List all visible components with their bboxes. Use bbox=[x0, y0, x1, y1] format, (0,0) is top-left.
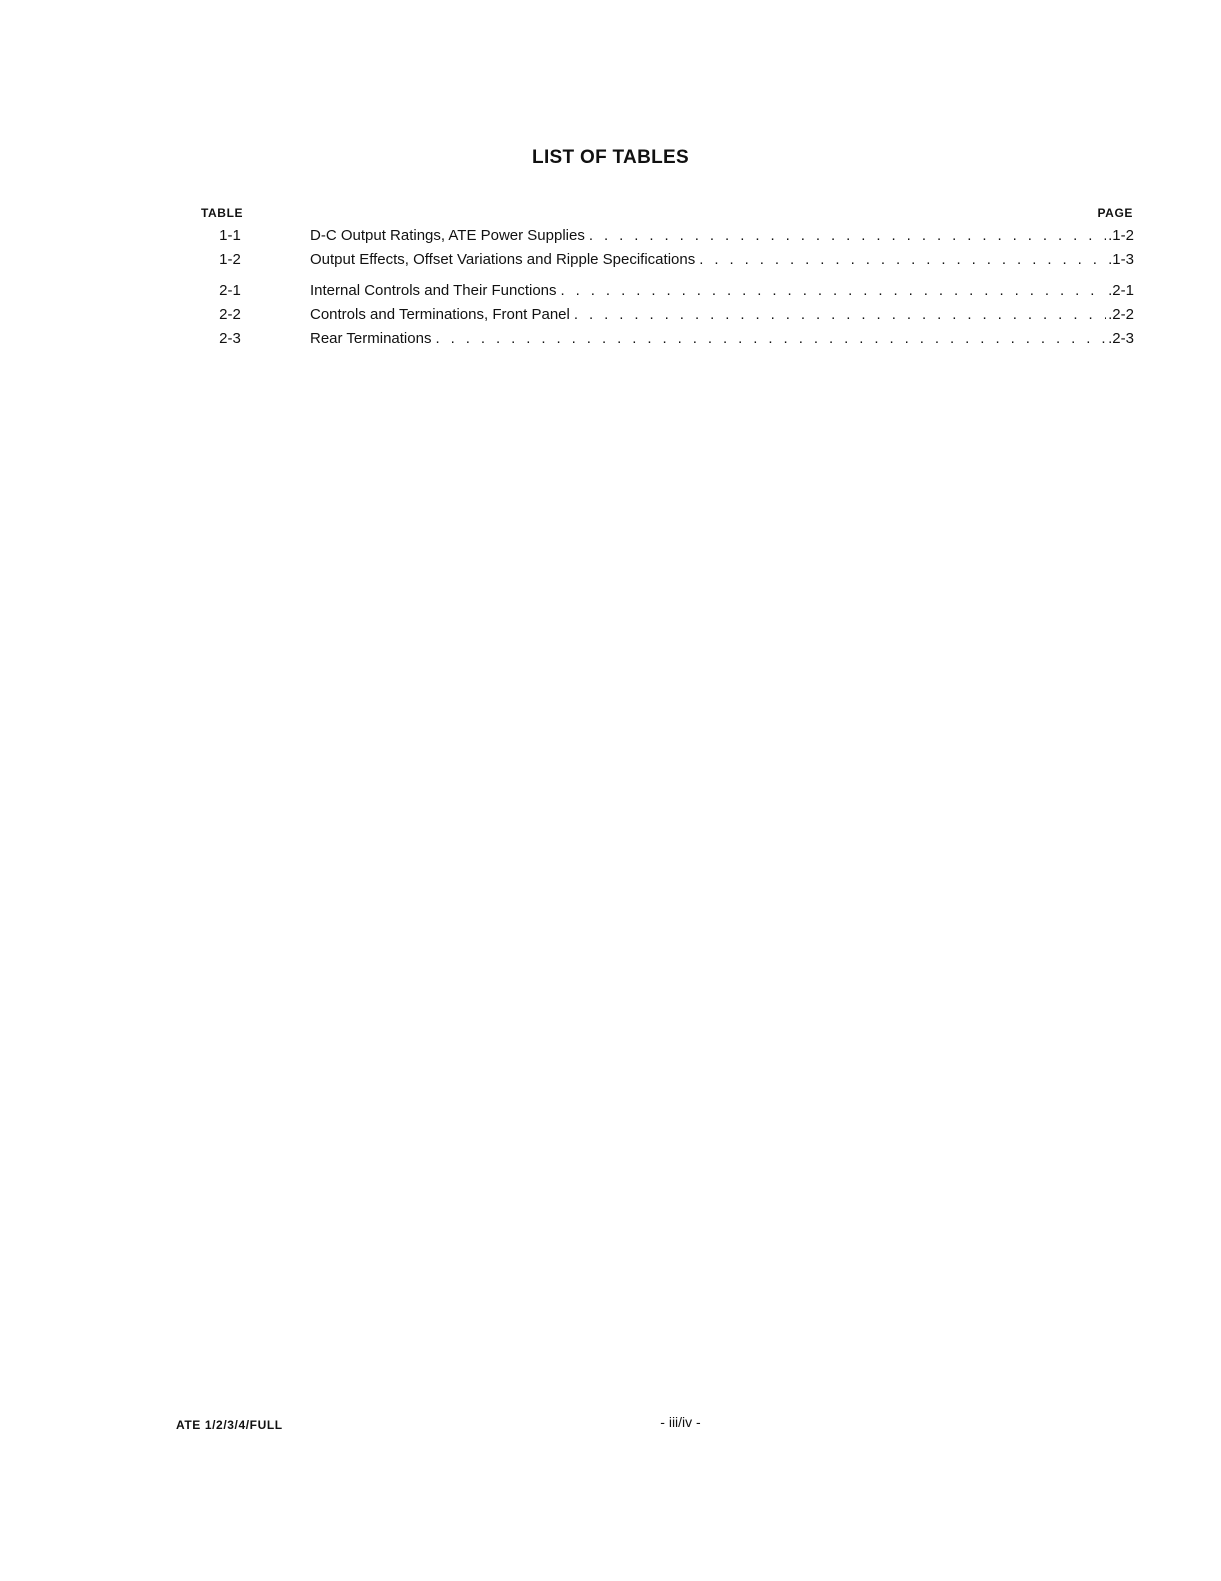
page-title: LIST OF TABLES bbox=[532, 147, 689, 168]
table-title: Rear Terminations bbox=[310, 330, 432, 347]
toc-entry[interactable] bbox=[200, 329, 1134, 349]
table-title: D-C Output Ratings, ATE Power Supplies bbox=[310, 227, 585, 244]
toc-entry-line bbox=[310, 329, 1134, 349]
page-number: .2-2 bbox=[1108, 306, 1134, 323]
table-number: 2-1 bbox=[219, 282, 241, 299]
toc-entry[interactable] bbox=[200, 250, 1134, 270]
dot-leader bbox=[574, 305, 1106, 325]
toc-entry[interactable] bbox=[200, 305, 1134, 325]
dot-leader bbox=[589, 226, 1106, 246]
toc-entry[interactable] bbox=[200, 281, 1134, 301]
table-title: Output Effects, Offset Variations and Ripple Specifications bbox=[310, 251, 696, 268]
dot-leader bbox=[435, 329, 1106, 349]
table-column-header: TABLE bbox=[201, 206, 244, 220]
toc-entry-line bbox=[310, 305, 1134, 325]
toc-entry-line bbox=[310, 250, 1134, 270]
table-number: 2-2 bbox=[219, 306, 241, 323]
toc-entry-line bbox=[310, 281, 1134, 301]
page-number: .1-2 bbox=[1108, 227, 1134, 244]
table-number: 1-2 bbox=[219, 251, 241, 268]
document-id: ATE 1/2/3/4/FULL bbox=[176, 1418, 283, 1432]
table-number: 2-3 bbox=[219, 330, 241, 347]
table-title: Internal Controls and Their Functions bbox=[310, 282, 557, 299]
toc-entry-line bbox=[310, 226, 1134, 246]
page-number: .1-3 bbox=[1108, 251, 1134, 268]
page-column-header: PAGE bbox=[1097, 206, 1133, 220]
footer-page-number: - iii/iv - bbox=[660, 1414, 701, 1430]
dot-leader bbox=[699, 250, 1106, 270]
table-number: 1-1 bbox=[219, 227, 241, 244]
table-title: Controls and Terminations, Front Panel bbox=[310, 306, 570, 323]
page-number: .2-3 bbox=[1108, 330, 1134, 347]
page-number: .2-1 bbox=[1108, 282, 1134, 299]
dot-leader bbox=[561, 281, 1107, 301]
toc-entry[interactable] bbox=[200, 226, 1134, 246]
